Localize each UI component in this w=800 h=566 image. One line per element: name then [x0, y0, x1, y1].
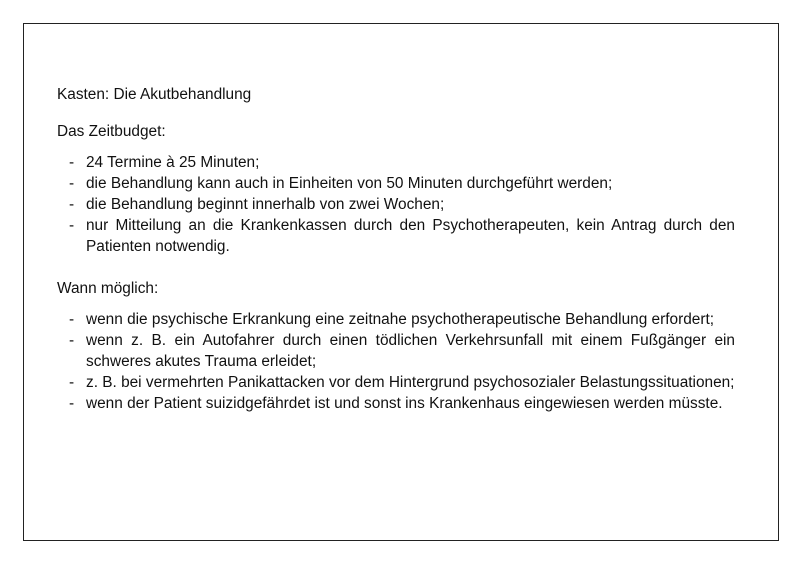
list-item: [57, 173, 735, 194]
list-item-text: z. B. bei vermehrten Panikattacken vor dem Hintergrund psychosozialer Belastungssituationen;: [86, 374, 735, 391]
list-item-text: die Behandlung kann auch in Einheiten von 50 Minuten durchgeführt werden;: [86, 175, 613, 192]
list-item: [57, 194, 735, 215]
section-heading-time-budget: Das Zeitbudget:: [57, 123, 166, 140]
list-item: [57, 215, 735, 257]
list-item: [57, 372, 735, 393]
list-item-text: wenn die psychische Erkrankung eine zeitnahe psychotherapeutische Behandlung erfordert;: [86, 311, 714, 328]
info-box-content: [57, 84, 735, 414]
dash-bullet: -: [69, 332, 75, 349]
list-item-text: 24 Termine à 25 Minuten;: [86, 154, 260, 171]
dash-bullet: -: [69, 374, 75, 391]
dash-bullet: -: [69, 154, 75, 171]
list-item-text: nur Mitteilung an die Krankenkassen durch den Psychotherapeuten, kein Antrag durch den Patienten notwendig.: [86, 217, 735, 255]
when-possible-list: [57, 309, 735, 414]
list-item: [57, 330, 735, 372]
list-item-text: wenn z. B. ein Autofahrer durch einen tödlichen Verkehrsunfall mit einem Fußgänger ein schweres akutes Trauma erleidet;: [86, 332, 735, 370]
dash-bullet: -: [69, 196, 75, 213]
dash-bullet: -: [69, 311, 75, 328]
dash-bullet: -: [69, 217, 75, 234]
list-item-text: die Behandlung beginnt innerhalb von zwei Wochen;: [86, 196, 445, 213]
list-item-text: wenn der Patient suizidgefährdet ist und sonst ins Krankenhaus eingewiesen werden müsste.: [86, 395, 723, 412]
time-budget-list: [57, 152, 735, 257]
dash-bullet: -: [69, 175, 75, 192]
list-item: [57, 152, 735, 173]
box-title: Kasten: Die Akutbehandlung: [57, 86, 252, 103]
list-item: [57, 393, 735, 414]
section-heading-when-possible: Wann möglich:: [57, 280, 159, 297]
dash-bullet: -: [69, 395, 75, 412]
list-item: [57, 309, 735, 330]
